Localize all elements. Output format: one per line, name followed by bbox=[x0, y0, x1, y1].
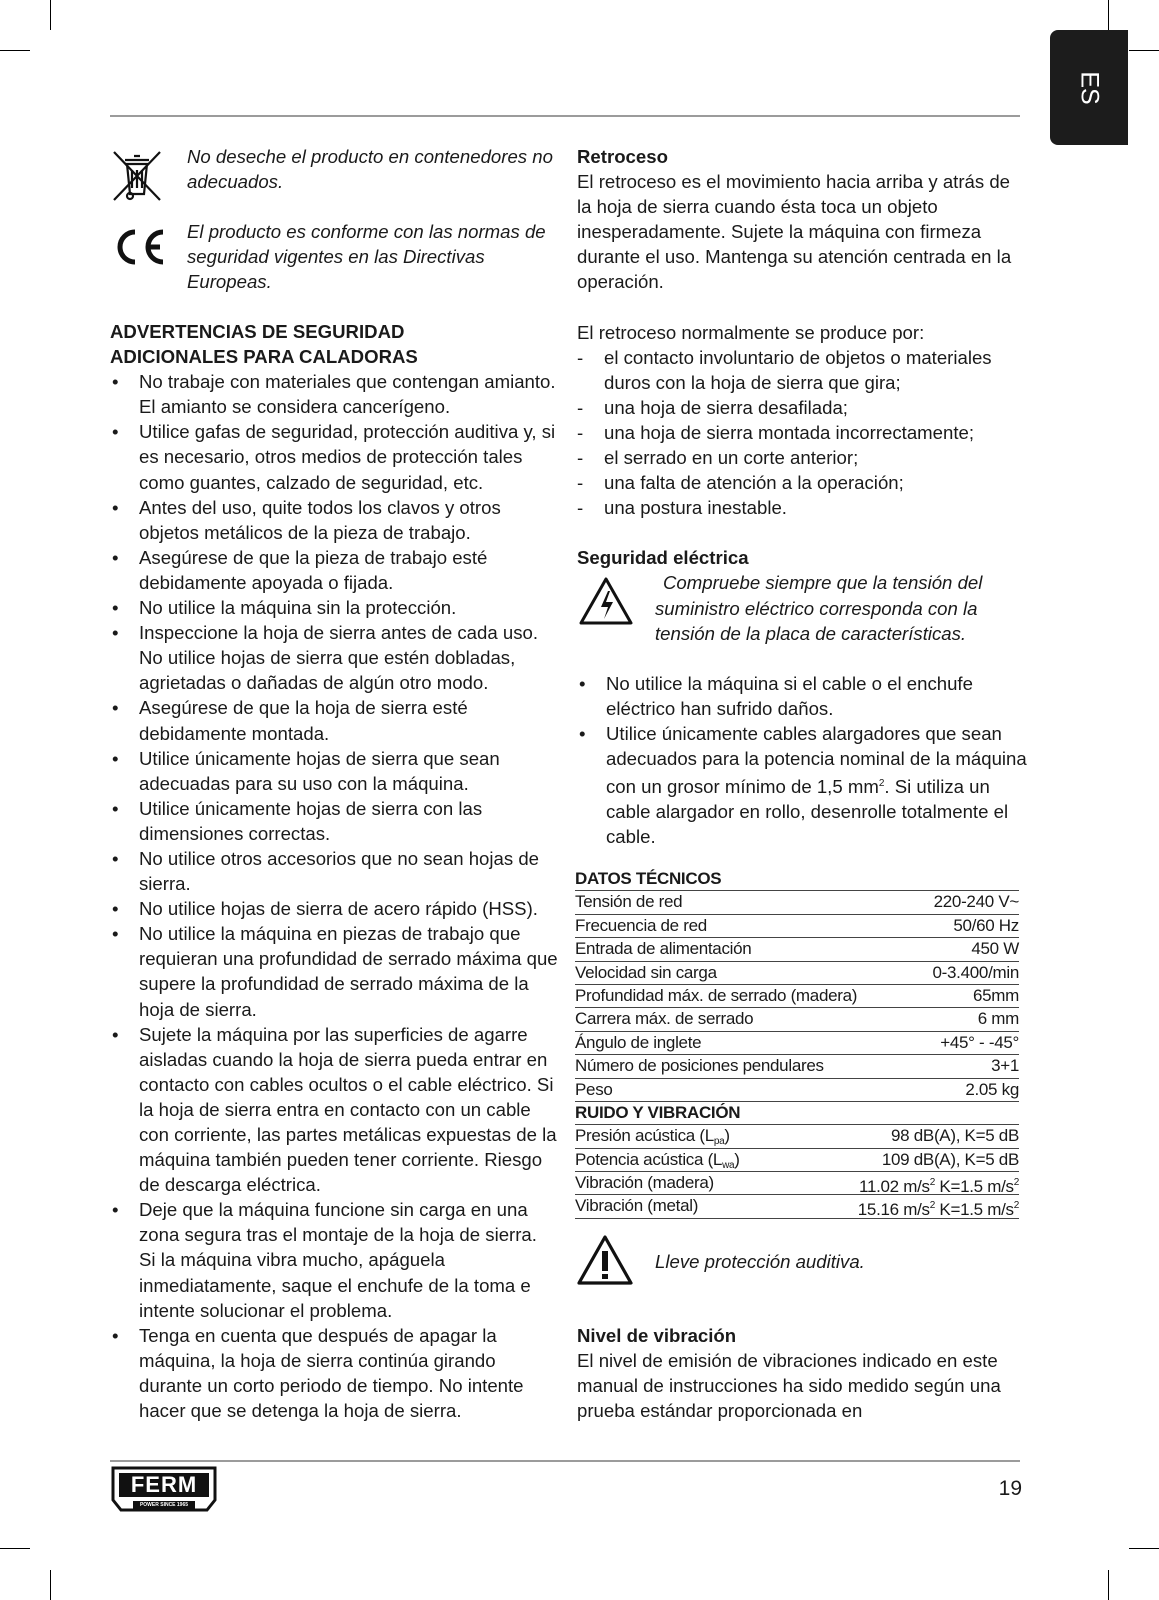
list-item: • No utilice la máquina en piezas de trabajo que requieran una profundidad de serrado máxima que supere la profundidad de serrado máxima de la hoja de sierra. bbox=[112, 923, 558, 1020]
tech-data-title: DATOS TÉCNICOS bbox=[575, 868, 1019, 891]
list-item-text: Antes del uso, quite todos los clavos y otros objetos metálicos de la pieza de trabajo. bbox=[139, 496, 501, 543]
list-item-text: Asegúrese de que la hoja de sierra esté debidamente montada. bbox=[139, 697, 468, 744]
table-row bbox=[575, 962, 1019, 985]
spec-value: 98 dB(A), K=5 dB bbox=[891, 1126, 1019, 1146]
disposal-text: No deseche el producto en contenedores no adecuados. bbox=[187, 146, 553, 193]
spec-value-a: 15.16 m/s bbox=[857, 1200, 930, 1220]
list-item-text: No utilice otros accesorios que no sean hojas de sierra. bbox=[139, 847, 540, 895]
spec-label: Profundidad máx. de serrado (madera) bbox=[575, 985, 858, 1005]
warning-icon bbox=[576, 1234, 634, 1286]
list-item: • Utilice únicamente hojas de sierra que sean adecuadas para su uso con la máquina. bbox=[112, 747, 500, 794]
spec-value bbox=[859, 1172, 1019, 1197]
superscript: 2 bbox=[1013, 1177, 1019, 1189]
electric-item-text-end: . Si utiliza un cable alargador en rollo, desenrolle totalmente el cable. bbox=[606, 776, 1009, 848]
spec-value: 65mm bbox=[972, 985, 1019, 1005]
list-item-text: No trabaje con materiales que contengan amianto. El amianto se considera cancerígeno. bbox=[139, 371, 556, 418]
spec-label-text: Potencia acústica (L bbox=[575, 1149, 723, 1169]
table-row bbox=[575, 1149, 1019, 1172]
table-row bbox=[575, 1079, 1019, 1102]
noise-title: RUIDO Y VIBRACIÓN bbox=[575, 1102, 1019, 1125]
electric-item-text: No utilice la máquina si el cable o el enchufe eléctrico han sufrido daños. bbox=[606, 672, 973, 719]
list-item: - una hoja de sierra montada incorrectamente; bbox=[577, 421, 975, 443]
table-row bbox=[575, 985, 1019, 1008]
table-row bbox=[575, 891, 1019, 914]
list-item-text: No utilice hojas de sierra de acero rápido (HSS). bbox=[139, 898, 538, 920]
list-item-text: No utilice la máquina en piezas de trabajo que requieran una profundidad de serrado máxima que supere la profundidad de serrado máxima de la hoja de sierra. bbox=[139, 923, 558, 1020]
table-row bbox=[575, 1008, 1019, 1031]
list-item: - el contacto involuntario de objetos o materiales duros con la hoja de sierra que gira; bbox=[577, 346, 992, 393]
list-item: • No utilice otros accesorios que no sean hojas de sierra. bbox=[112, 847, 540, 895]
crop-mark bbox=[1129, 1548, 1159, 1549]
list-item: - una falta de atención a la operación; bbox=[577, 472, 904, 494]
spec-label-end: ) bbox=[734, 1149, 740, 1169]
table-row bbox=[575, 1172, 1019, 1195]
list-item: • Sujete la máquina por las superficies de agarre aisladas cuando la hoja de sierra pueda entrar en contacto con cables ocultos o el cable eléctrico. Si la hoja de sierra entra en contacto con un cable con corriente, las partes metálicas expuestas de la máquina también pueden tener corriente. Riesgo de descarga eléctrica. bbox=[112, 1023, 557, 1196]
list-item: • Tenga en cuenta que después de apagar la máquina, la hoja de sierra continúa girando durante un corto periodo de tiempo. No intente hacer que se detenga la hoja de sierra. bbox=[112, 1324, 524, 1422]
list-item: • Asegúrese de que la pieza de trabajo esté debidamente apoyada o fijada. bbox=[112, 546, 488, 593]
list-item: • Utilice únicamente hojas de sierra con las dimensiones correctas. bbox=[112, 797, 483, 844]
language-tab bbox=[1050, 30, 1128, 145]
list-item: • Asegúrese de que la hoja de sierra esté debidamente montada. bbox=[112, 697, 468, 744]
crop-mark bbox=[1108, 1570, 1109, 1600]
list-item-text: una postura inestable. bbox=[604, 497, 787, 519]
crop-mark bbox=[1129, 50, 1159, 51]
spec-value: 6 mm bbox=[977, 1009, 1019, 1029]
section-heading: ADVERTENCIAS DE SEGURIDAD bbox=[110, 321, 405, 342]
kickback-text: El retroceso es el movimiento hacia arriba y atrás de la hoja de sierra cuando ésta toca un objeto inesperadamente. Sujete la máquina con firmeza durante el uso. Mantenga su atención centrada en la operación. bbox=[577, 171, 1012, 293]
kickback-causes-list bbox=[577, 345, 1027, 521]
spec-label bbox=[575, 1195, 698, 1217]
crop-mark bbox=[50, 0, 51, 30]
footer-rule bbox=[110, 1460, 1020, 1462]
subscript: pa bbox=[713, 1136, 725, 1148]
spec-label-text: Vibración (metal) bbox=[575, 1196, 699, 1216]
list-item: • No utilice la máquina sin la protección. bbox=[112, 597, 457, 619]
superscript: 2 bbox=[878, 778, 885, 790]
tech-data-table bbox=[575, 868, 1019, 1219]
spec-value: 2.05 kg bbox=[965, 1079, 1019, 1099]
spec-label: Frecuencia de red bbox=[575, 915, 707, 935]
vibration-text: El nivel de emisión de vibraciones indicado en este manual de instrucciones ha sido medido según una prueba estándar proporcionada en bbox=[577, 1350, 1001, 1422]
spec-value: +45° - -45° bbox=[940, 1032, 1019, 1052]
list-item: • Antes del uso, quite todos los clavos y otros objetos metálicos de la pieza de trabajo. bbox=[112, 496, 501, 543]
spec-label: Peso bbox=[575, 1079, 613, 1099]
table-row bbox=[575, 938, 1019, 961]
ce-mark-icon bbox=[110, 226, 170, 268]
superscript: 2 bbox=[1013, 1200, 1019, 1212]
list-item-text: Deje que la máquina funcione sin carga en una zona segura tras el montaje de la hoja de sierra. Si la máquina vibra mucho, apáguela inmediatamente, saque el enchufe de la toma e intente solucionar el problema. bbox=[139, 1199, 537, 1321]
spec-value bbox=[857, 1195, 1019, 1220]
list-item-text: Utilice únicamente hojas de sierra con las dimensiones correctas. bbox=[139, 797, 483, 844]
list-item-text: una hoja de sierra desafilada; bbox=[604, 396, 848, 418]
crop-mark bbox=[50, 1570, 51, 1600]
list-item: • Utilice únicamente cables alargadores que sean adecuados para la potencia nominal de la máquina con un grosor mínimo de 1,5 $mm^2$. Si utiliza un cable alargador en rollo, desenrolle totalmente el cable. bbox=[579, 722, 1027, 848]
list-item-text: Sujete la máquina por las superficies de agarre aisladas cuando la hoja de sierra pueda entrar en contacto con cables ocultos o el cable eléctrico. Si la hoja de sierra entra en contacto con un cable con corriente, las partes metálicas expuestas de la máquina también pueden tener corriente. Riesgo de descarga eléctrica. bbox=[139, 1023, 557, 1196]
list-item: • Utilice gafas de seguridad, protección auditiva y, si es necesario, otros medios de protección tales como guantes, calzado de seguridad, etc. bbox=[112, 421, 556, 493]
language-label: ES bbox=[1075, 70, 1104, 105]
electric-safety-title: Seguridad eléctrica bbox=[577, 547, 749, 569]
crop-mark bbox=[0, 50, 30, 51]
list-item: • Deje que la máquina funcione sin carga en una zona segura tras el montaje de la hoja de sierra. Si la máquina vibra mucho, apáguela inmediatamente, saque el enchufe de la toma e intente solucionar el problema. bbox=[112, 1199, 537, 1321]
page-number: 19 bbox=[998, 1477, 1022, 1500]
spec-value: 0-3.400/min bbox=[932, 962, 1019, 982]
list-item-text: una hoja de sierra montada incorrectamente; bbox=[604, 421, 975, 443]
electric-item-text: Utilice únicamente cables alargadores que sean adecuados para la potencia nominal de la máquina con un grosor mínimo de 1,5 mm bbox=[606, 722, 1027, 798]
ce-conformity-text: El producto es conforme con las normas de seguridad vigentes en las Directivas Europeas. bbox=[187, 221, 546, 293]
list-item: • No utilice hojas de sierra de acero rápido (HSS). bbox=[112, 898, 538, 920]
electric-warning-text: Compruebe siempre que la tensión del suministro eléctrico corresponda con la tensión de la placa de características. bbox=[655, 572, 983, 644]
spec-label-text: Presión acústica (L bbox=[575, 1126, 714, 1146]
spec-value: 3+1 bbox=[991, 1056, 1019, 1076]
spec-label: Carrera máx. de serrado bbox=[575, 1009, 754, 1029]
electric-list bbox=[577, 671, 1027, 850]
spec-value-b: K=1.5 m/s bbox=[935, 1177, 1014, 1197]
spec-label: Número de posiciones pendulares bbox=[575, 1056, 824, 1076]
list-item-text: el serrado en un corte anterior; bbox=[604, 447, 859, 469]
spec-value: 450 W bbox=[971, 939, 1019, 959]
spec-label: Entrada de alimentación bbox=[575, 939, 752, 959]
list-item: - el serrado en un corte anterior; bbox=[577, 447, 859, 469]
spec-label bbox=[575, 1172, 714, 1194]
table-row bbox=[575, 915, 1019, 938]
spec-label bbox=[575, 1149, 740, 1171]
wheelie-bin-crossed-icon bbox=[108, 146, 166, 204]
spec-label-text: Vibración (madera) bbox=[575, 1173, 714, 1193]
hearing-protection-text: Lleve protección auditiva. bbox=[655, 1251, 865, 1272]
header-rule bbox=[110, 115, 1020, 117]
spec-value: 220-240 V~ bbox=[933, 892, 1019, 912]
section-heading-line2: ADICIONALES PARA CALADORAS bbox=[110, 346, 418, 368]
table-row bbox=[575, 1032, 1019, 1055]
brand-name: FERM bbox=[130, 1472, 198, 1497]
list-item: - una hoja de sierra desafilada; bbox=[577, 396, 848, 418]
table-row bbox=[575, 1125, 1019, 1148]
list-item: • No utilice la máquina si el cable o el enchufe eléctrico han sufrido daños. bbox=[579, 672, 973, 719]
list-item-text: una falta de atención a la operación; bbox=[604, 472, 904, 494]
superscript: 2 bbox=[929, 1200, 935, 1212]
list-item-text: Utilice únicamente hojas de sierra que sean adecuadas para su uso con la máquina. bbox=[139, 747, 500, 794]
spec-value-b: K=1.5 m/s bbox=[935, 1200, 1014, 1220]
spec-label: Ángulo de inglete bbox=[575, 1032, 702, 1052]
list-item: - una postura inestable. bbox=[577, 497, 787, 519]
list-item-text: el contacto involuntario de objetos o materiales duros con la hoja de sierra que gira; bbox=[604, 346, 992, 393]
crop-mark bbox=[0, 1548, 30, 1549]
list-item-text: Tenga en cuenta que después de apagar la máquina, la hoja de sierra continúa girando durante un corto periodo de tiempo. No intente hacer que se detenga la hoja de sierra. bbox=[139, 1324, 524, 1422]
spec-label: Velocidad sin carga bbox=[575, 962, 717, 982]
list-item-text: No utilice la máquina sin la protección. bbox=[139, 597, 457, 619]
table-row bbox=[575, 1195, 1019, 1218]
spec-value: 50/60 Hz bbox=[953, 915, 1019, 935]
safety-warnings-list bbox=[110, 369, 558, 1423]
list-item-text: Asegúrese de que la pieza de trabajo esté debidamente apoyada o fijada. bbox=[139, 546, 488, 593]
table-row bbox=[575, 1055, 1019, 1078]
spec-label: Tensión de red bbox=[575, 892, 683, 912]
subscript: wa bbox=[722, 1159, 735, 1171]
kickback-causes-intro: El retroceso normalmente se produce por: bbox=[577, 321, 925, 343]
brand-tagline: POWER SINCE 1965 bbox=[139, 1502, 189, 1508]
list-item-text: Inspeccione la hoja de sierra antes de cada uso. No utilice hojas de sierra que estén dobladas, agrietadas o dañadas de algún otro modo. bbox=[139, 622, 538, 694]
list-item: • Inspeccione la hoja de sierra antes de cada uso. No utilice hojas de sierra que estén dobladas, agrietadas o dañadas de algún otro modo. bbox=[112, 622, 538, 694]
spec-label bbox=[575, 1125, 730, 1147]
spec-value-a: 11.02 m/s bbox=[859, 1177, 930, 1197]
superscript: 2 bbox=[929, 1177, 935, 1189]
list-item-text: Utilice gafas de seguridad, protección auditiva y, si es necesario, otros medios de protección tales como guantes, calzado de seguridad, etc. bbox=[139, 421, 556, 493]
kickback-title: Retroceso bbox=[577, 146, 668, 167]
spec-label-end: ) bbox=[724, 1126, 730, 1146]
crop-mark bbox=[1108, 0, 1109, 30]
vibration-title: Nivel de vibración bbox=[577, 1325, 737, 1346]
ferm-logo bbox=[111, 1466, 217, 1514]
list-item: • No trabaje con materiales que contengan amianto. El amianto se considera cancerígeno. bbox=[112, 371, 556, 418]
spec-value: 109 dB(A), K=5 dB bbox=[881, 1149, 1019, 1169]
